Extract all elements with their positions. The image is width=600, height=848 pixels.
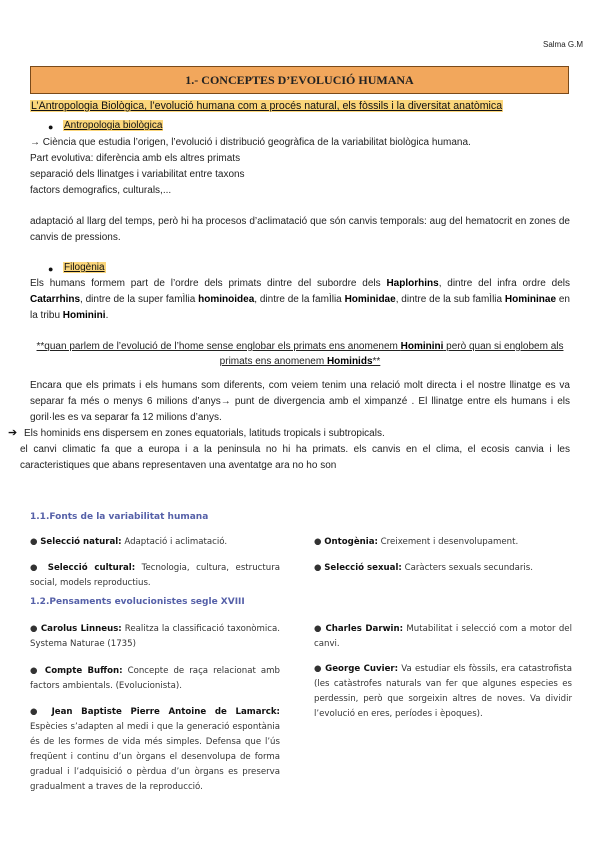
page-title: 1.- CONCEPTES D’EVOLUCIÓ HUMANA (30, 66, 569, 94)
list-item: ● Selecció natural: Adaptació i aclimatació. (30, 537, 228, 547)
text-line: Part evolutiva: diferència amb els altres primats (30, 153, 241, 164)
list-item: ● Selecció sexual: Caràcters sexuals secundaris. (314, 563, 534, 573)
bullet-icon: ● (48, 122, 54, 132)
heading-filogenia: Filogènia (64, 262, 105, 273)
paragraph-filogenia: Els humans formem part de l’ordre dels primats dintre del subordre dels Haplorhins, dintre del infra ordre dels Catarrhins, dintre de la super famÌlia hominoidea, dintre de la famÌlia Hominidae, dintre de la sub famÌlia Homininae en la tribu Hominini. (30, 278, 570, 321)
heading-fonts-variabilitat: 1.1.Fonts de la variabilitat humana (30, 512, 209, 522)
text-line: separació dels llinatges i variabilitat entre taxons (30, 169, 245, 180)
text-line: Els hominids ens dispersem en zones equatorials, latituds tropicals i subtropicals. (24, 428, 385, 439)
list-item: ● George Cuvier: Va estudiar els fòssils, era catastrofista (les catàstrofes naturals van fer que algunes especies es perdessin, però que sorgeixin altres de noves. Va dividir l’evolució en eres, períodes i èpoques). (314, 664, 573, 719)
heading-antropologia: Antropologia biològica (64, 120, 163, 131)
paragraph-adaptacio: adaptació al llarg del temps, però hi ha procesos d’aclimatació que són canvis temporals: aug del hematocrit en zones de canvis de pressions. (30, 216, 570, 243)
paragraph-dispersio: el canvi climatic fa que a europa i a la peninsula no hi ha primats. els canvis en el clima, el ecosis canvia i les caracteristiques que abans representaven una aventatge ara no ho son (20, 444, 570, 471)
text-line: factors demografics, culturals,... (30, 185, 172, 196)
arrow-icon: ➔ (8, 427, 18, 439)
text-line: → Ciència que estudia l’origen, l’evolució i distribució geogràfica de la variabilitat biològica humana. (30, 137, 471, 148)
section-subtitle: L’Antropologia Biològica, l’evolució humana com a procés natural, els fòssils i la diversitat anatòmica (31, 100, 503, 112)
note-hominini: **quan parlem de l’evolució de l’home sense englobar els primats ens anomenem Hominini però quan si englobem als primats ens anomenem Hominids** (36, 341, 564, 367)
list-item: ● Jean Baptiste Pierre Antoine de Lamarck: Espècies s’adapten al medi i que la generació espontània és de les formes de vida més simples. Defensa que l’ús freqüent i continu d’un òrgans el desenvolupa de forma gradual i l’adquisició o pèrdua d’un òrgans es preserva gradualment a traves de la reproducció. (30, 707, 280, 792)
list-item: ● Compte Buffon: Concepte de raça relacionat amb factors ambientals. (Evolucionista). (30, 666, 280, 691)
list-item: ● Carolus Linneus: Realitza la classificació taxonòmica. Systema Naturae (1735) (30, 624, 281, 649)
list-item: ● Ontogènia: Creixement i desenvolupament. (314, 537, 519, 547)
list-item: ● Selecció cultural: Tecnologia, cultura, estructura social, models reproductius. (30, 563, 280, 588)
list-item: ● Charles Darwin: Mutabilitat i selecció com a motor del canvi. (314, 624, 572, 649)
paragraph-divergencia: Encara que els primats i els humans som diferents, com veiem tenim una relació molt directa i el nostre llinatge es va separar fa més o menys 6 milions d’anys→ punt de divergencia amb el ximpanzé . El llinatge entre els humans i els goril·les es va separar fa 12 milions d’anys. (30, 380, 570, 423)
author-name: Salma G.M (542, 40, 583, 49)
heading-pensaments-evolucionistes: 1.2.Pensaments evolucionistes segle XVIII (30, 597, 245, 607)
bullet-icon: ● (48, 264, 54, 274)
